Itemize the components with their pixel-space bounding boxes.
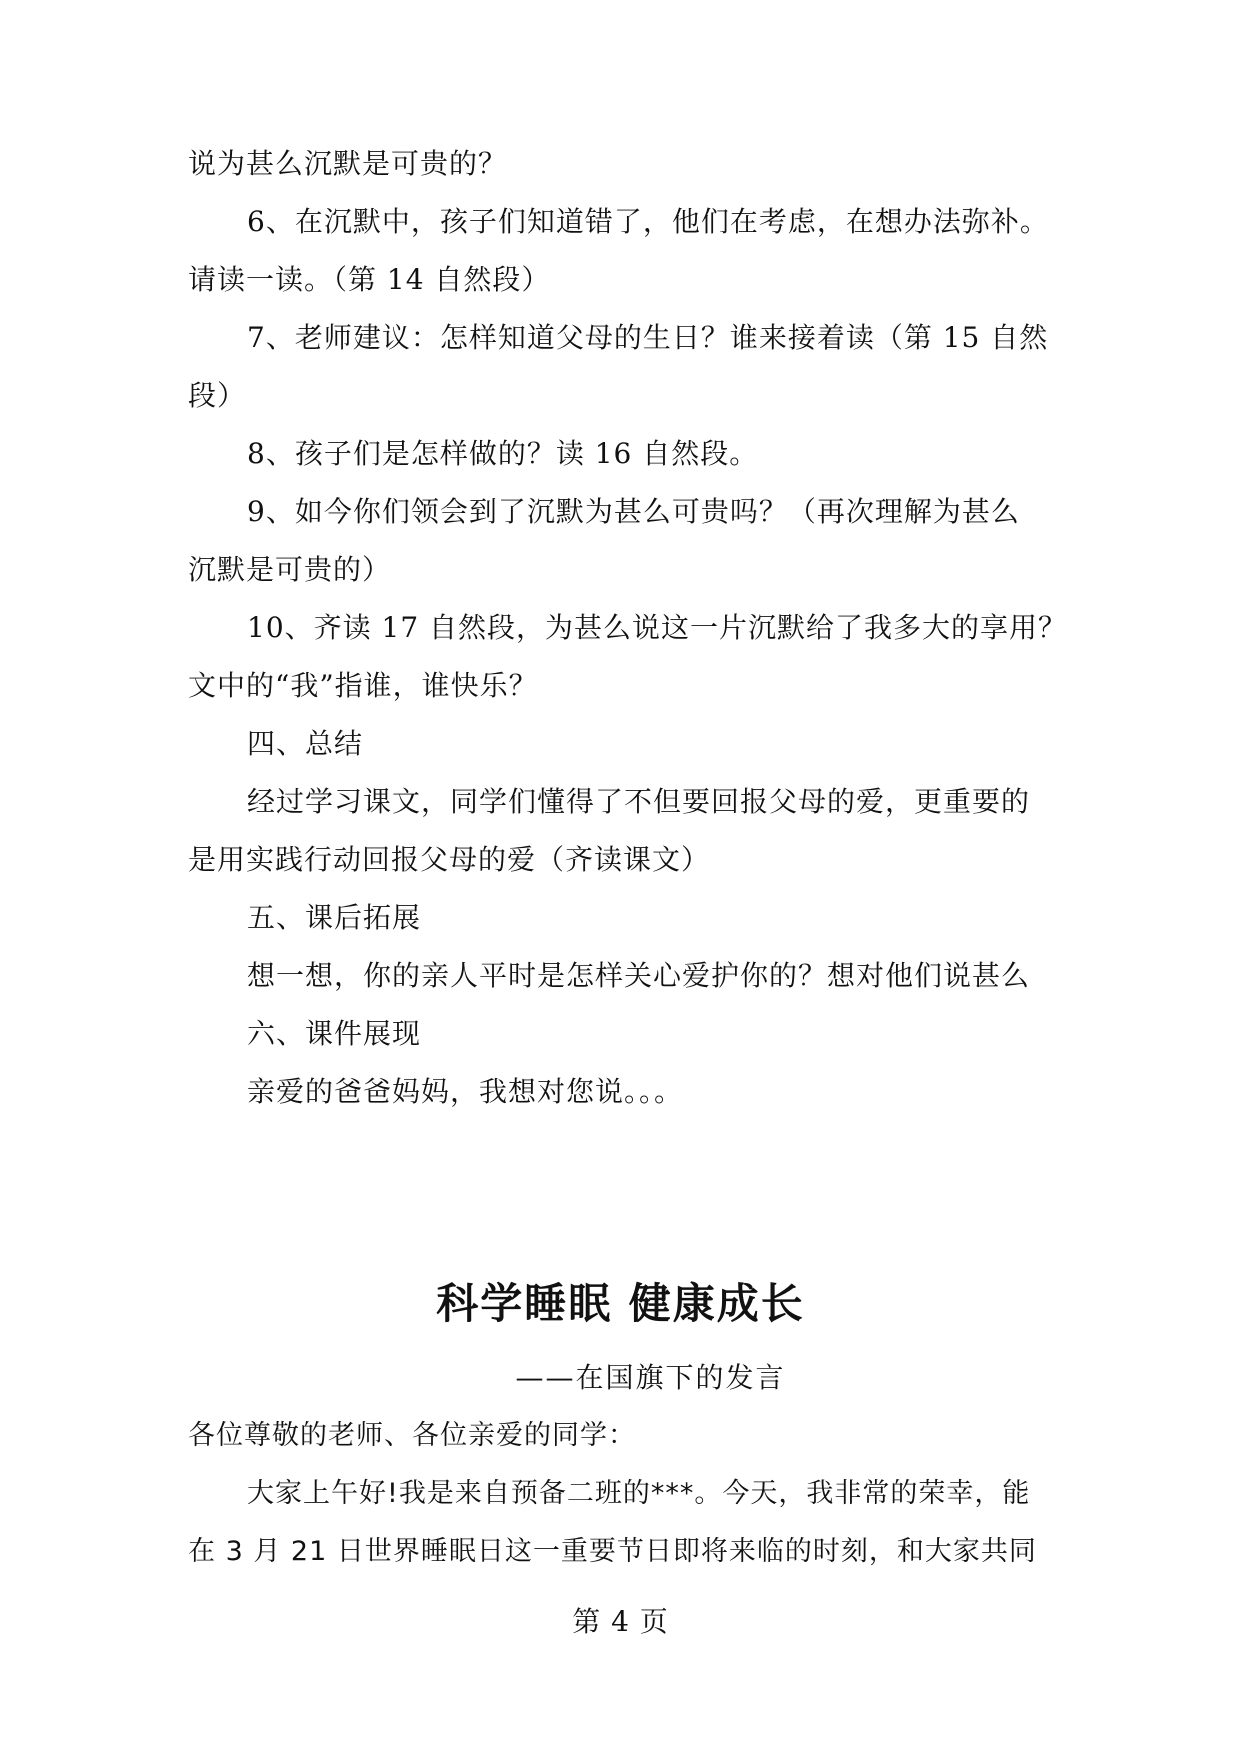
text-line: 经过学习课文，同学们懂得了不但要回报父母的爱，更重要的 (247, 785, 1031, 818)
section-heading: 六、课件展现 (247, 1017, 422, 1050)
section-heading: 五、课后拓展 (247, 901, 422, 934)
text-line: 8、孩子们是怎样做的？读 16 自然段。 (247, 437, 759, 470)
text-line: 亲爱的爸爸妈妈，我想对您说。。。 (247, 1075, 684, 1108)
text-line: 请读一读。（第 14 自然段） (188, 263, 551, 296)
text-line: 文中的“我”指谁，谁快乐？ (188, 669, 538, 702)
text-line: 10、齐读 17 自然段，为甚么说这一片沉默给了我多大的享用？ (247, 611, 1068, 644)
speech-greeting: 各位尊敬的老师、各位亲爱的同学： (188, 1420, 636, 1451)
text-line: 是用实践行动回报父母的爱（齐读课文） (188, 843, 711, 876)
page-number: 第 4 页 (572, 1605, 669, 1638)
text-line: 9、如今你们领会到了沉默为甚么可贵吗？（再次理解为甚么 (247, 495, 1020, 528)
text-line: 大家上午好!我是来自预备二班的***。今天，我非常的荣幸，能 (247, 1478, 1031, 1509)
speech-subtitle: ——在国旗下的发言 (515, 1361, 786, 1394)
text-line: 段） (188, 379, 247, 412)
text-line: 想一想，你的亲人平时是怎样关心爱护你的？想对他们说甚么 (247, 959, 1031, 992)
section-heading: 四、总结 (247, 727, 364, 760)
text-line: 说为甚么沉默是可贵的？ (188, 147, 508, 180)
text-line: 6、在沉默中，孩子们知道错了，他们在考虑，在想办法弥补。 (247, 205, 1049, 238)
text-line: 7、老师建议：怎样知道父母的生日？谁来接着读（第 15 自然 (247, 321, 1049, 354)
text-line: 沉默是可贵的） (188, 553, 392, 586)
text-line: 在 3 月 21 日世界睡眠日这一重要节日即将来临的时刻，和大家共同 (188, 1536, 1037, 1567)
speech-title: 科学睡眠 健康成长 (436, 1279, 805, 1328)
